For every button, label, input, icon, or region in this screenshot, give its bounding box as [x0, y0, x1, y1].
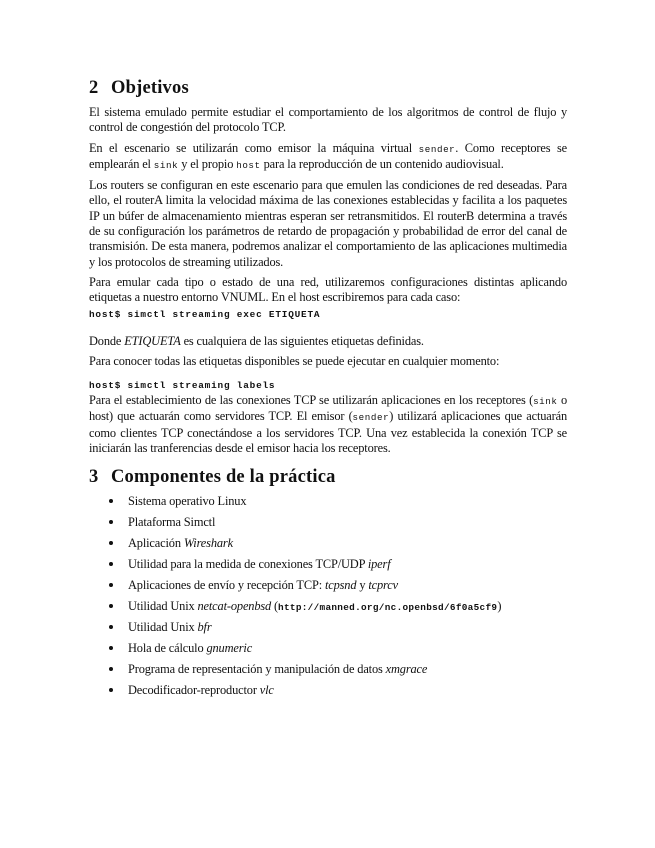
list-item: Aplicación Wireshark	[89, 536, 567, 557]
bullet-icon	[109, 562, 113, 566]
section-title: Componentes de la práctica	[111, 467, 336, 488]
code-sender: sender	[418, 143, 456, 155]
paragraph-donde: Donde ETIQUETA es cualquiera de las siguientes etiquetas definidas.	[89, 333, 424, 348]
list-item: Utilidad Unix netcat-openbsd (http://manned.org/nc.openbsd/6f0a5cf9)	[89, 599, 567, 620]
list-item: Programa de representación y manipulación de datos xmgrace	[89, 662, 567, 683]
paragraph-emisor: En el escenario se utilizarán como emisor la máquina virtual sender. Como receptores se emplearán el sink y el propio host para la reproducción de un contenido audiovisual.	[89, 140, 567, 171]
paragraph-routers: Los routers se configuran en este escenario para que emulen las condiciones de red deseadas. Para ello, el routerA limita la velocidad máxima de las conexiones establecidas y facilita a los paquetes IP un búfer de almacenamiento mientras esperan ser retransmitidos. El routerB determina a través de su configuración los parámetros de retardo de propagación y probabilidad de error del canal de transmisión. De esta manera, podremos analizar el comportamiento de las aplicaciones multimedia y los protocolos de streaming utilizados.	[89, 178, 567, 269]
bullet-icon	[109, 520, 113, 524]
paragraph-conexiones: Para el establecimiento de las conexiones TCP se utilizarán aplicaciones en los receptores (sink o host) que actuarán como servidores TCP. El emisor (sender) utilizará aplicaciones que actuarán como clientes TCP conectándose a los servidores TCP. Una vez establecida la conexión TCP se iniciarán las tranferencias desde el emisor hacia los receptores.	[89, 393, 567, 456]
section-heading-componentes	[89, 465, 567, 489]
bullet-icon	[109, 646, 113, 650]
code-sink: sink	[533, 396, 558, 408]
command-exec: host$ simctl streaming exec ETIQUETA	[89, 308, 321, 320]
list-item: Aplicaciones de envío y recepción TCP: tcpsnd y tcprcv	[89, 578, 567, 599]
section-number: 3	[89, 467, 99, 488]
list-item: Utilidad para la medida de conexiones TCP/UDP iperf	[89, 557, 567, 578]
list-item: Hola de cálculo gnumeric	[89, 641, 567, 662]
list-item: Utilidad Unix bfr	[89, 620, 567, 641]
section-number: 2	[89, 78, 99, 98]
bullet-icon	[109, 604, 113, 608]
components-list	[89, 494, 567, 704]
code-sink: sink	[153, 159, 179, 171]
list-item: Plataforma Simctl	[89, 515, 567, 536]
command-labels: host$ simctl streaming labels	[89, 380, 276, 392]
list-item: Sistema operativo Linux	[89, 494, 567, 515]
paragraph-intro: El sistema emulado permite estudiar el comportamiento de los algoritmos de control de flujo y control de congestión del protocolo TCP.	[89, 105, 567, 135]
section-title: Objetivos	[111, 78, 189, 98]
netcat-url-link[interactable]: http://manned.org/nc.openbsd/6f0a5cf9	[278, 602, 498, 614]
bullet-icon	[109, 667, 113, 671]
paragraph-conocer: Para conocer todas las etiquetas disponibles se puede ejecutar en cualquier momento:	[89, 353, 500, 368]
section-heading-objetivos	[89, 76, 567, 100]
paragraph-etiquetas: Para emular cada tipo o estado de una red, utilizaremos configuraciones distintas aplicando etiquetas a nuestro entorno VNUML. En el host escribiremos para cada caso:	[89, 274, 567, 305]
list-item: Decodificador-reproductor vlc	[89, 683, 567, 704]
bullet-icon	[109, 499, 113, 503]
code-host: host	[236, 159, 261, 171]
bullet-icon	[109, 541, 113, 545]
em-etiqueta: ETIQUETA	[124, 333, 181, 348]
bullet-icon	[109, 688, 113, 692]
bullet-icon	[109, 625, 113, 629]
document-page	[89, 76, 567, 704]
bullet-icon	[109, 583, 113, 587]
code-sender: sender	[352, 412, 390, 424]
